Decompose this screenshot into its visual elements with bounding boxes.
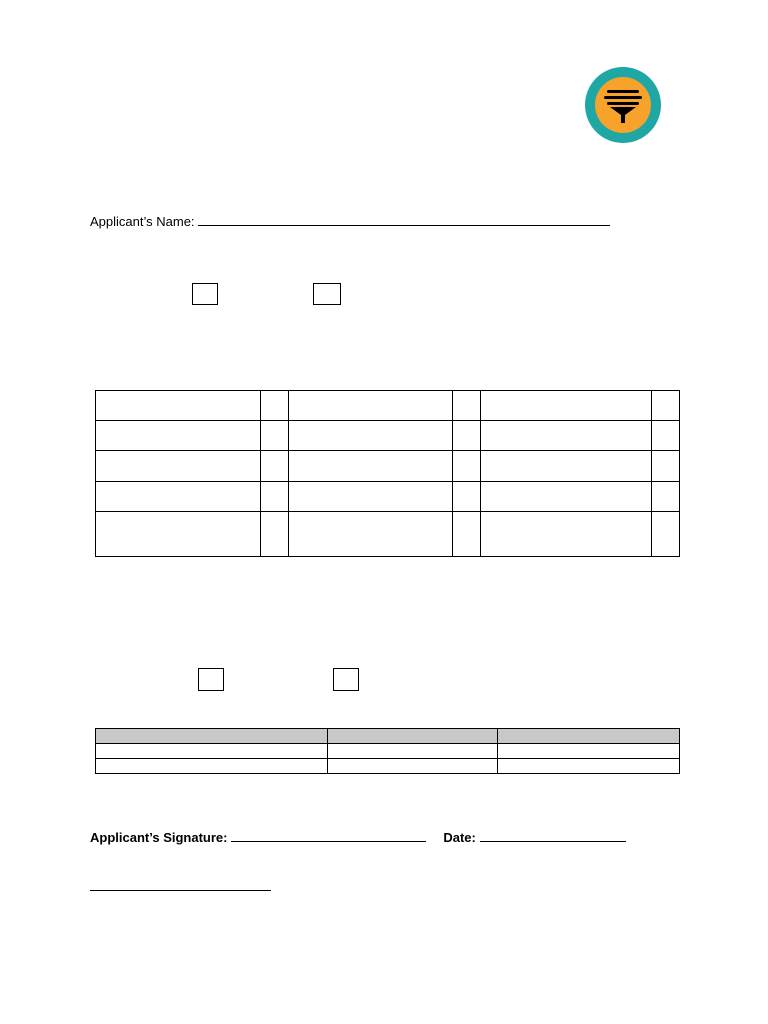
table-cell [289, 421, 453, 451]
table-row [96, 451, 680, 482]
table-cell [481, 391, 652, 421]
applicant-name-row [90, 213, 610, 229]
checkbox-cell[interactable] [652, 451, 680, 482]
table-row [96, 512, 680, 557]
selection-table [95, 390, 680, 557]
table-cell [289, 391, 453, 421]
table-header-cell [498, 729, 680, 744]
bottom-checkbox-1[interactable] [198, 668, 224, 691]
checkbox-cell[interactable] [261, 421, 289, 451]
table-cell [96, 451, 261, 482]
table-row [96, 391, 680, 421]
table-cell[interactable] [328, 744, 498, 759]
applicant-name-field[interactable] [198, 213, 610, 226]
table-cell[interactable] [96, 759, 328, 774]
table-row [96, 744, 680, 759]
date-field[interactable] [480, 829, 626, 842]
table-cell [289, 451, 453, 482]
table-cell [289, 512, 453, 557]
signature-label: Applicant’s Signature: [90, 830, 228, 845]
table-cell [481, 512, 652, 557]
table-cell[interactable] [96, 744, 328, 759]
table-cell [96, 391, 261, 421]
date-label: Date: [443, 830, 476, 845]
table-row [96, 759, 680, 774]
checkbox-cell[interactable] [261, 391, 289, 421]
checkbox-cell[interactable] [652, 512, 680, 557]
table-cell[interactable] [328, 759, 498, 774]
signature-field[interactable] [231, 829, 426, 842]
table-header-cell [96, 729, 328, 744]
table-row [96, 421, 680, 451]
checkbox-cell[interactable] [453, 482, 481, 512]
checkbox-cell[interactable] [261, 451, 289, 482]
applicant-name-label: Applicant’s Name: [90, 214, 195, 229]
blank-signature-line[interactable] [90, 890, 271, 891]
table-row [96, 482, 680, 512]
checkbox-cell[interactable] [453, 421, 481, 451]
checkbox-cell[interactable] [453, 391, 481, 421]
table-cell[interactable] [498, 759, 680, 774]
fnb-logo [584, 66, 662, 144]
signature-row [90, 829, 626, 845]
table-cell [96, 482, 261, 512]
table-cell [481, 421, 652, 451]
checkbox-cell[interactable] [261, 512, 289, 557]
checkbox-cell[interactable] [453, 451, 481, 482]
checkbox-cell[interactable] [652, 421, 680, 451]
checkbox-cell[interactable] [261, 482, 289, 512]
table-header-row [96, 729, 680, 744]
bottom-checkbox-2[interactable] [333, 668, 359, 691]
table-cell [96, 512, 261, 557]
table-cell [96, 421, 261, 451]
table-cell[interactable] [498, 744, 680, 759]
top-checkbox-1[interactable] [192, 283, 218, 305]
top-checkbox-2[interactable] [313, 283, 341, 305]
table-cell [481, 451, 652, 482]
checkbox-cell[interactable] [652, 391, 680, 421]
checkbox-cell[interactable] [453, 512, 481, 557]
checkbox-cell[interactable] [652, 482, 680, 512]
table-cell [289, 482, 453, 512]
table-cell [481, 482, 652, 512]
table-header-cell [328, 729, 498, 744]
details-table [95, 728, 680, 774]
